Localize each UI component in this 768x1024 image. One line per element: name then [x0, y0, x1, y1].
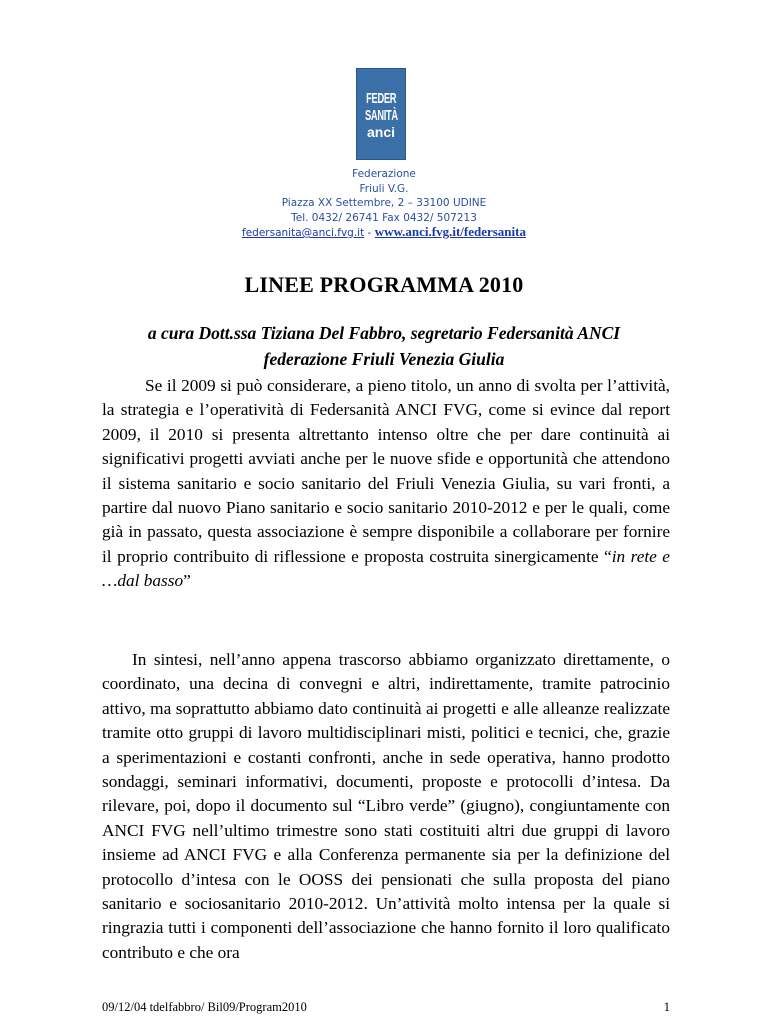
- logo-word-anci: anci: [366, 123, 395, 140]
- page-number: 1: [663, 1000, 670, 1014]
- header-line-region: Friuli V.G.: [359, 182, 409, 195]
- federsanita-logo: [356, 68, 406, 160]
- email-link[interactable]: federsanita@anci.fvg.it: [242, 227, 365, 239]
- contact-separator: -: [364, 227, 375, 239]
- header-contacts: [0, 225, 768, 241]
- header-line-federazione: Federazione: [352, 168, 416, 180]
- paragraph-2: In sintesi, nell’anno appena trascorso abbiamo organizzato direttamente, o coordinato, una decina di convegni e altri, indirettamente, tramite patrocinio attivo, ma soprattutto abbiamo dato continuità ai progetti e alle alleanze realizzate tramite otto gruppi di lavoro multidisciplinari misti, politici e tecnici, che, grazie a sperimentazioni e costanti confronti, anche in sede operativa, hanno prodotto sondaggi, seminari informativi, documenti, proposte e protocolli d’intesa. Da rilevare, poi, dopo il documento sul “Libro verde” (giugno), congiuntamente con ANCI FVG nell’ultimo trimestre sono stati costituiti altri due gruppi di lavoro insieme ad ANCI FVG e alla Conferenza permanente sia per la definizione del protocollo d’intesa con le OOSS dei pensionati che sulla proposta del piano sanitario e sociosanitario 2010-2012. Un’attività molto intensa per la quale si ringrazia tutti i componenti dell’associazione che hanno fornito il loro qualificato contributo e che ora: [102, 650, 670, 962]
- logo-word-sanita: SANITÀ: [364, 106, 398, 124]
- paragraph-1-end: ”: [183, 571, 191, 591]
- letterhead: [0, 167, 768, 241]
- document-title: LINEE PROGRAMMA 2010: [244, 272, 524, 297]
- header-phone: Tel. 0432/ 26741 Fax 0432/ 507213: [291, 211, 477, 224]
- page-footer: [102, 1000, 670, 1015]
- logo-word-feder: FEDER: [366, 89, 396, 107]
- paragraph-1: [102, 374, 670, 594]
- header-address: Piazza XX Settembre, 2 – 33100 UDINE: [281, 197, 487, 209]
- footer-file-reference: 09/12/04 tdelfabbro/ Bil09/Program2010: [102, 1000, 307, 1014]
- paragraph-1-italic: in rete e …dal basso: [102, 546, 670, 591]
- subtitle-line-2: federazione Friuli Venezia Giulia: [263, 349, 505, 369]
- document-subtitle: [0, 320, 768, 372]
- website-link[interactable]: www.anci.fvg.it/federsanita: [374, 224, 526, 239]
- paragraph-1-text: Se il 2009 si può considerare, a pieno titolo, un anno di svolta per l’attività, la strategia e l’operatività di Federsanità ANCI FVG, come si evince dal report 2009, il 2010 si presenta altrettanto intenso oltre che per dare continuità ai significativi progetti avviati anche per le nuove sfide e opportunità che attendono il sistema sanitario e socio sanitario del Friuli Venezia Giulia, su vari fronti, a partire dal nuovo Piano sanitario e socio sanitario 2010-2012 e per le quali, come già in passato, questa associazione è sempre disponibile a collaborare per fornire il proprio contribuito di riflessione e proposta costruita sinergicamente “: [102, 376, 670, 566]
- subtitle-line-1: a cura Dott.ssa Tiziana Del Fabbro, segretario Federsanità ANCI: [147, 323, 621, 343]
